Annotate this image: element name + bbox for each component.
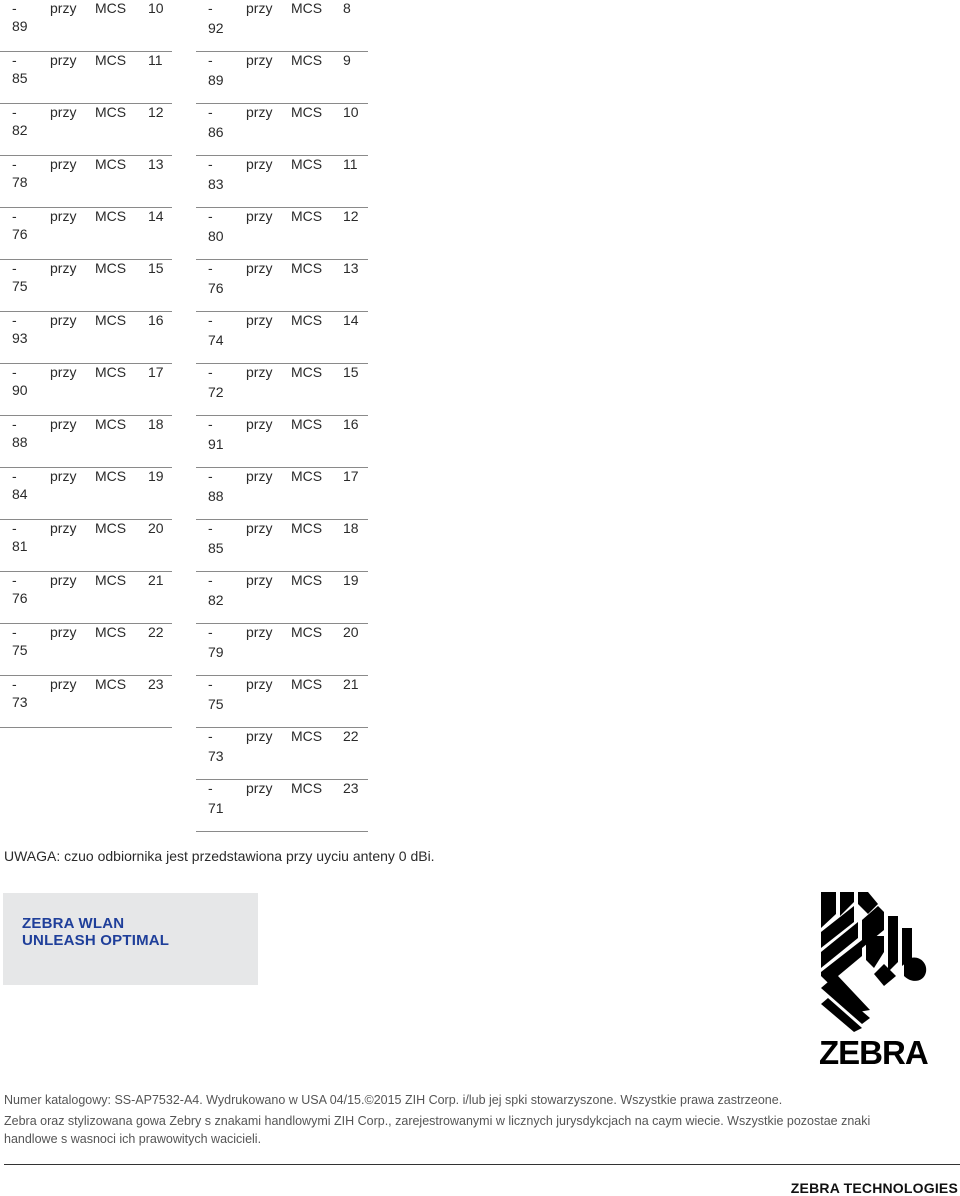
cell-przy: przy: [50, 312, 77, 328]
cell-value: 78: [12, 174, 28, 190]
cell-mcs-index: 12: [343, 208, 359, 224]
cell-mcs: MCS: [291, 468, 323, 484]
cell-przy: przy: [246, 260, 273, 276]
cell-mcs: MCS: [291, 572, 323, 588]
cell-value: 86: [208, 124, 224, 140]
table-row: [0, 416, 172, 468]
cell-mcs: MCS: [95, 104, 127, 120]
table-row: [0, 52, 172, 104]
cell-przy: przy: [50, 364, 77, 380]
antenna-note: UWAGA: czuo odbiornika jest przedstawiona przy uyciu anteny 0 dBi.: [4, 848, 435, 864]
table-row: [196, 728, 368, 780]
cell-dash: -: [12, 416, 17, 432]
cell-przy: przy: [50, 52, 77, 68]
cell-value: 88: [12, 434, 28, 450]
cell-mcs: MCS: [291, 780, 323, 796]
cell-przy: przy: [50, 520, 77, 536]
cell-przy: przy: [50, 676, 77, 692]
cell-mcs-index: 18: [343, 520, 359, 536]
cell-przy: przy: [246, 468, 273, 484]
cell-value: 82: [208, 592, 224, 608]
cell-mcs: MCS: [291, 416, 323, 432]
cell-mcs-index: 18: [148, 416, 164, 432]
cell-value: 89: [12, 18, 28, 34]
cell-dash: -: [12, 312, 17, 328]
table-row: [196, 104, 368, 156]
cell-value: 75: [208, 696, 224, 712]
cell-przy: przy: [246, 364, 273, 380]
cell-mcs: MCS: [291, 520, 323, 536]
cell-przy: przy: [50, 104, 77, 120]
cell-mcs: MCS: [95, 364, 127, 380]
cell-value: 91: [208, 436, 224, 452]
cell-mcs-index: 17: [148, 364, 164, 380]
cell-przy: przy: [246, 676, 273, 692]
cell-mcs: MCS: [95, 0, 127, 16]
cell-mcs: MCS: [95, 676, 127, 692]
cell-mcs-index: 22: [148, 624, 164, 640]
cell-przy: przy: [246, 520, 273, 536]
cell-dash: -: [208, 728, 213, 744]
cell-dash: -: [208, 520, 213, 536]
cell-value: 82: [12, 122, 28, 138]
cell-dash: -: [208, 156, 213, 172]
cell-mcs: MCS: [95, 624, 127, 640]
cell-value: 79: [208, 644, 224, 660]
table-row: [196, 780, 368, 832]
cell-mcs-index: 10: [148, 0, 164, 16]
cell-dash: -: [12, 260, 17, 276]
cell-dash: -: [208, 312, 213, 328]
zebra-wordmark: ZEBRA: [819, 1034, 928, 1067]
cell-mcs-index: 16: [148, 312, 164, 328]
table-row: [0, 208, 172, 260]
table-row: [0, 104, 172, 156]
cell-mcs-index: 20: [148, 520, 164, 536]
cell-dash: -: [208, 260, 213, 276]
cell-przy: przy: [246, 52, 273, 68]
cell-dash: -: [208, 468, 213, 484]
cell-value: 75: [12, 642, 28, 658]
cell-przy: przy: [246, 312, 273, 328]
catalog-line: Numer katalogowy: SS-AP7532-A4. Wydrukowano w USA 04/15.©2015 ZIH Corp. i/lub jej spki stowarzyszone. Wszystkie prawa zastrzeone.: [4, 1093, 783, 1107]
table-row: [196, 52, 368, 104]
right-sensitivity-table: [196, 0, 368, 832]
cell-dash: -: [12, 364, 17, 380]
cell-mcs: MCS: [95, 208, 127, 224]
zebra-wlan-banner: [3, 893, 258, 985]
cell-mcs: MCS: [291, 208, 323, 224]
cell-przy: przy: [50, 156, 77, 172]
cell-dash: -: [208, 780, 213, 796]
table-row: [196, 312, 368, 364]
table-row: [0, 312, 172, 364]
cell-value: 75: [12, 278, 28, 294]
cell-mcs: MCS: [95, 260, 127, 276]
table-row: [0, 572, 172, 624]
trademark-line: Zebra oraz stylizowana gowa Zebry s znakami handlowymi ZIH Corp., zarejestrowanymi w licznych jurysdykcjach na caym wiecie. Wszystkie pozostae znaki: [4, 1114, 871, 1128]
cell-mcs: MCS: [95, 468, 127, 484]
cell-mcs-index: 8: [343, 0, 351, 16]
table-row: [0, 0, 172, 52]
cell-mcs: MCS: [95, 520, 127, 536]
cell-mcs-index: 19: [343, 572, 359, 588]
cell-mcs: MCS: [291, 104, 323, 120]
cell-przy: przy: [246, 780, 273, 796]
cell-value: 72: [208, 384, 224, 400]
cell-mcs-index: 13: [148, 156, 164, 172]
cell-przy: przy: [50, 624, 77, 640]
cell-value: 76: [12, 226, 28, 242]
cell-value: 81: [12, 538, 28, 554]
cell-value: 89: [208, 72, 224, 88]
cell-dash: -: [12, 468, 17, 484]
cell-dash: -: [208, 416, 213, 432]
cell-value: 74: [208, 332, 224, 348]
zebra-logo: [818, 892, 930, 1067]
cell-mcs: MCS: [291, 52, 323, 68]
cell-mcs: MCS: [95, 156, 127, 172]
table-row: [196, 468, 368, 520]
cell-dash: -: [208, 208, 213, 224]
cell-przy: przy: [246, 728, 273, 744]
cell-mcs: MCS: [291, 156, 323, 172]
cell-dash: -: [12, 0, 17, 16]
cell-mcs-index: 22: [343, 728, 359, 744]
cell-przy: przy: [50, 0, 77, 16]
cell-dash: -: [208, 52, 213, 68]
cell-mcs-index: 19: [148, 468, 164, 484]
cell-przy: przy: [246, 0, 273, 16]
cell-dash: -: [208, 0, 213, 16]
cell-mcs-index: 23: [343, 780, 359, 796]
table-row: [0, 260, 172, 312]
cell-mcs-index: 17: [343, 468, 359, 484]
cell-przy: przy: [246, 624, 273, 640]
cell-dash: -: [208, 364, 213, 380]
trademark-line-2: handlowe s wasnoci ich prawowitych wacicieli.: [4, 1132, 262, 1146]
table-row: [196, 416, 368, 468]
cell-dash: -: [12, 520, 17, 536]
cell-dash: -: [208, 676, 213, 692]
footer-divider: [4, 1164, 960, 1165]
cell-dash: -: [208, 624, 213, 640]
table-row: [0, 156, 172, 208]
cell-mcs: MCS: [291, 312, 323, 328]
cell-value: 73: [12, 694, 28, 710]
cell-mcs: MCS: [291, 624, 323, 640]
cell-value: 90: [12, 382, 28, 398]
brand-name: ZEBRA TECHNOLOGIES: [790, 1180, 958, 1196]
cell-value: 92: [208, 20, 224, 36]
cell-mcs-index: 9: [343, 52, 351, 68]
cell-mcs-index: 13: [343, 260, 359, 276]
cell-mcs: MCS: [95, 312, 127, 328]
cell-value: 80: [208, 228, 224, 244]
cell-mcs-index: 11: [148, 52, 163, 68]
cell-dash: -: [12, 624, 17, 640]
table-row: [196, 260, 368, 312]
cell-mcs: MCS: [291, 260, 323, 276]
table-row: [196, 0, 368, 52]
table-row: [0, 364, 172, 416]
table-row: [196, 520, 368, 572]
cell-mcs-index: 12: [148, 104, 164, 120]
cell-mcs: MCS: [291, 676, 323, 692]
cell-dash: -: [12, 208, 17, 224]
cell-value: 85: [208, 540, 224, 556]
cell-dash: -: [12, 52, 17, 68]
cell-value: 85: [12, 70, 28, 86]
cell-mcs-index: 23: [148, 676, 164, 692]
cell-dash: -: [208, 104, 213, 120]
table-row: [196, 156, 368, 208]
table-row: [196, 676, 368, 728]
cell-value: 73: [208, 748, 224, 764]
table-row: [0, 468, 172, 520]
left-sensitivity-table: [0, 0, 172, 728]
cell-value: 83: [208, 176, 224, 192]
cell-mcs-index: 21: [343, 676, 359, 692]
table-row: [196, 624, 368, 676]
table-row: [196, 364, 368, 416]
cell-mcs-index: 14: [343, 312, 359, 328]
cell-mcs-index: 10: [343, 104, 359, 120]
cell-mcs: MCS: [291, 728, 323, 744]
cell-value: 84: [12, 486, 28, 502]
cell-przy: przy: [50, 416, 77, 432]
cell-mcs-index: 15: [148, 260, 164, 276]
table-row: [0, 676, 172, 728]
cell-przy: przy: [246, 572, 273, 588]
cell-przy: przy: [50, 572, 77, 588]
cell-dash: -: [12, 572, 17, 588]
cell-dash: -: [12, 156, 17, 172]
table-row: [0, 624, 172, 676]
cell-value: 76: [12, 590, 28, 606]
banner-line-2: UNLEASH OPTIMAL: [22, 932, 170, 949]
cell-value: 93: [12, 330, 28, 346]
cell-mcs: MCS: [291, 0, 323, 16]
table-row: [196, 208, 368, 260]
cell-dash: -: [12, 104, 17, 120]
cell-przy: przy: [50, 208, 77, 224]
cell-mcs: MCS: [95, 52, 127, 68]
cell-przy: przy: [246, 416, 273, 432]
cell-value: 76: [208, 280, 224, 296]
cell-przy: przy: [50, 260, 77, 276]
table-row: [196, 572, 368, 624]
cell-mcs-index: 16: [343, 416, 359, 432]
cell-mcs-index: 21: [148, 572, 164, 588]
banner-line-1: ZEBRA WLAN: [22, 915, 125, 932]
cell-mcs: MCS: [95, 416, 127, 432]
zebra-head-icon: [818, 892, 930, 1067]
cell-dash: -: [12, 676, 17, 692]
cell-mcs-index: 15: [343, 364, 359, 380]
cell-mcs: MCS: [95, 572, 127, 588]
table-row: [0, 520, 172, 572]
cell-przy: przy: [246, 208, 273, 224]
cell-value: 88: [208, 488, 224, 504]
cell-mcs: MCS: [291, 364, 323, 380]
cell-przy: przy: [50, 468, 77, 484]
cell-mcs-index: 11: [343, 156, 358, 172]
cell-value: 71: [208, 800, 224, 816]
cell-przy: przy: [246, 104, 273, 120]
cell-mcs-index: 14: [148, 208, 164, 224]
cell-przy: przy: [246, 156, 273, 172]
cell-dash: -: [208, 572, 213, 588]
cell-mcs-index: 20: [343, 624, 359, 640]
